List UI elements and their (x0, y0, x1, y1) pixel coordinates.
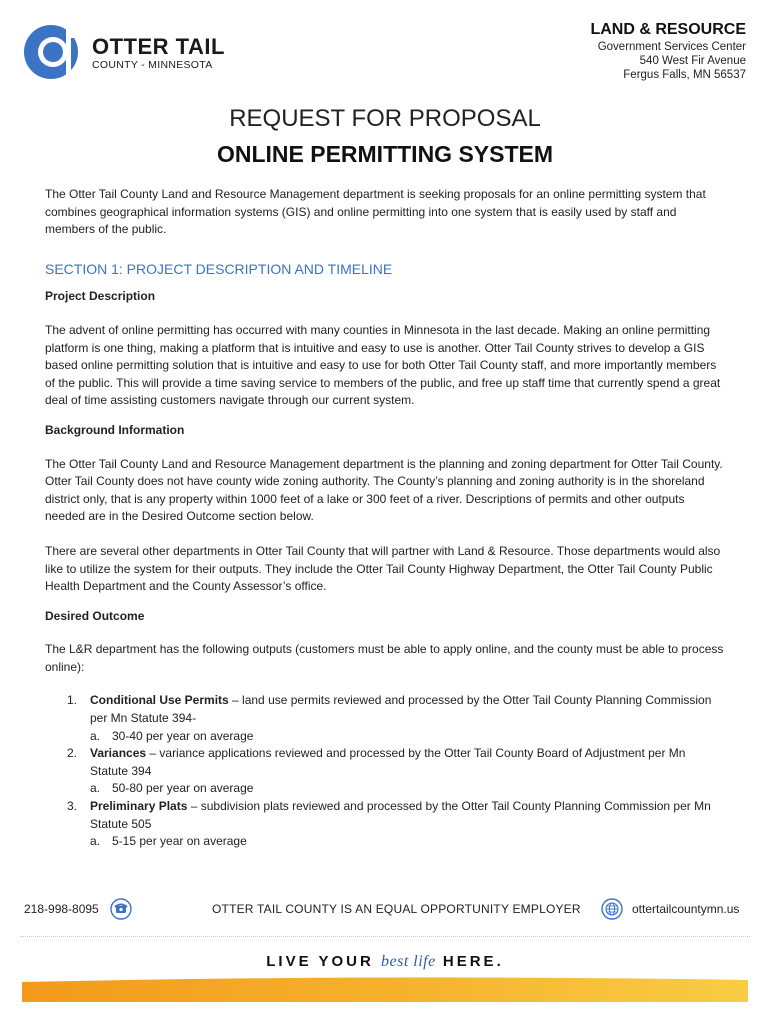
department-name: LAND & RESOURCE (590, 21, 746, 38)
address-line-1: Government Services Center (597, 41, 746, 53)
list-item (45, 798, 725, 851)
project-description-heading: Project Description (45, 289, 156, 304)
list-description: – subdivision plats reviewed and processed by the Otter Tail County Planning Commission per Mn Statute 505 (90, 799, 711, 831)
list-term: Conditional Use Permits (90, 693, 229, 708)
phone-icon (110, 898, 132, 920)
county-logo-name: OTTER TAIL (92, 34, 225, 59)
footer-color-band (22, 976, 748, 1002)
list-number: 1. (67, 693, 78, 708)
address-line-3: Fergus Falls, MN 56537 (623, 69, 746, 81)
document-body (45, 186, 725, 851)
department-address-block (590, 20, 746, 82)
list-number: 2. (67, 746, 78, 761)
list-description: – variance applications reviewed and processed by the Otter Tail County Board of Adjustment per Mn Statute 394 (90, 746, 686, 778)
footer-divider (20, 936, 750, 937)
globe-icon (601, 898, 623, 920)
county-logo-subtitle: COUNTY - MINNESOTA (92, 59, 213, 71)
document-title: REQUEST FOR PROPOSAL (229, 105, 541, 132)
list-description: – land use permits reviewed and processed by the Otter Tail County Planning Commission per Mn Statute 394- (90, 693, 712, 726)
document-subtitle: ONLINE PERMITTING SYSTEM (216, 141, 554, 167)
section-1-heading: SECTION 1: PROJECT DESCRIPTION AND TIMELINE (45, 260, 393, 277)
tagline-script: best life (381, 953, 436, 970)
intro-paragraph: The Otter Tail County Land and Resource Management department is seeking proposals for an online permitting system that combines geographical information systems (GIS) and online permitting into one system that is easily used by staff and members of the public. (45, 187, 706, 237)
sub-item: 5-15 per year on average (112, 834, 247, 849)
list-item (45, 745, 725, 798)
project-description-text: The advent of online permitting has occurred with many counties in Minnesota in the last decade. Making an online permitting platform is one thing, making a platform that is intuitive and easy to use is another. Otter Tail County strives to develop a GIS based online permitting solution that is intuitive and easy to use for both Otter Tail County staff, and more importantly members of the public. This will provide a time saving service to members of the public, and free up staff time that currently spend a great deal of time assisting customers navigate through our current system. (45, 322, 721, 408)
list-number: 3. (67, 799, 78, 814)
sub-letter: a. (90, 834, 101, 849)
footer-phone[interactable]: 218-998-8095 (24, 902, 99, 916)
equal-opportunity-statement: OTTER TAIL COUNTY IS AN EQUAL OPPORTUNITY EMPLOYER (212, 902, 581, 916)
sub-item: 30-40 per year on average (112, 728, 254, 743)
tagline-suffix: HERE. (442, 953, 504, 970)
list-item (45, 692, 725, 745)
list-term: Variances (90, 746, 147, 761)
sub-letter: a. (90, 728, 101, 743)
footer-tagline (0, 953, 770, 971)
background-text-1: The Otter Tail County Land and Resource Management department is the planning and zoning department for Otter Tail County. Otter Tail County does not have county wide zoning authority. The County’s planning and zoning authority is in the shoreland district only, that is any property within 1000 feet of a lake or 300 feet of a river. Descriptions of permits and other outputs needed are in the Desired Outcome section below. (45, 456, 723, 524)
background-heading: Background Information (45, 422, 185, 437)
otter-tail-o-logo-icon (22, 24, 80, 80)
sub-item: 50-80 per year on average (112, 781, 254, 796)
outputs-list (45, 692, 725, 850)
desired-outcome-heading: Desired Outcome (45, 608, 145, 623)
list-term: Preliminary Plats (90, 799, 188, 814)
sub-letter: a. (90, 781, 101, 796)
background-text-2: There are several other departments in Otter Tail County that will partner with Land & Resource. Those departments would also like to utilize the system for their outputs. They include the Otter Tail County Highway Department, the Otter Tail County Public Health Department and the County Assessor’s office. (45, 543, 721, 594)
tagline-prefix: LIVE YOUR (266, 953, 374, 970)
desired-outcome-text: The L&R department has the following outputs (customers must be able to apply online, and the county must be able to process online): (45, 642, 724, 674)
address-line-2: 540 West Fir Avenue (639, 55, 746, 67)
website-link[interactable]: ottertailcountymn.us (632, 902, 740, 916)
